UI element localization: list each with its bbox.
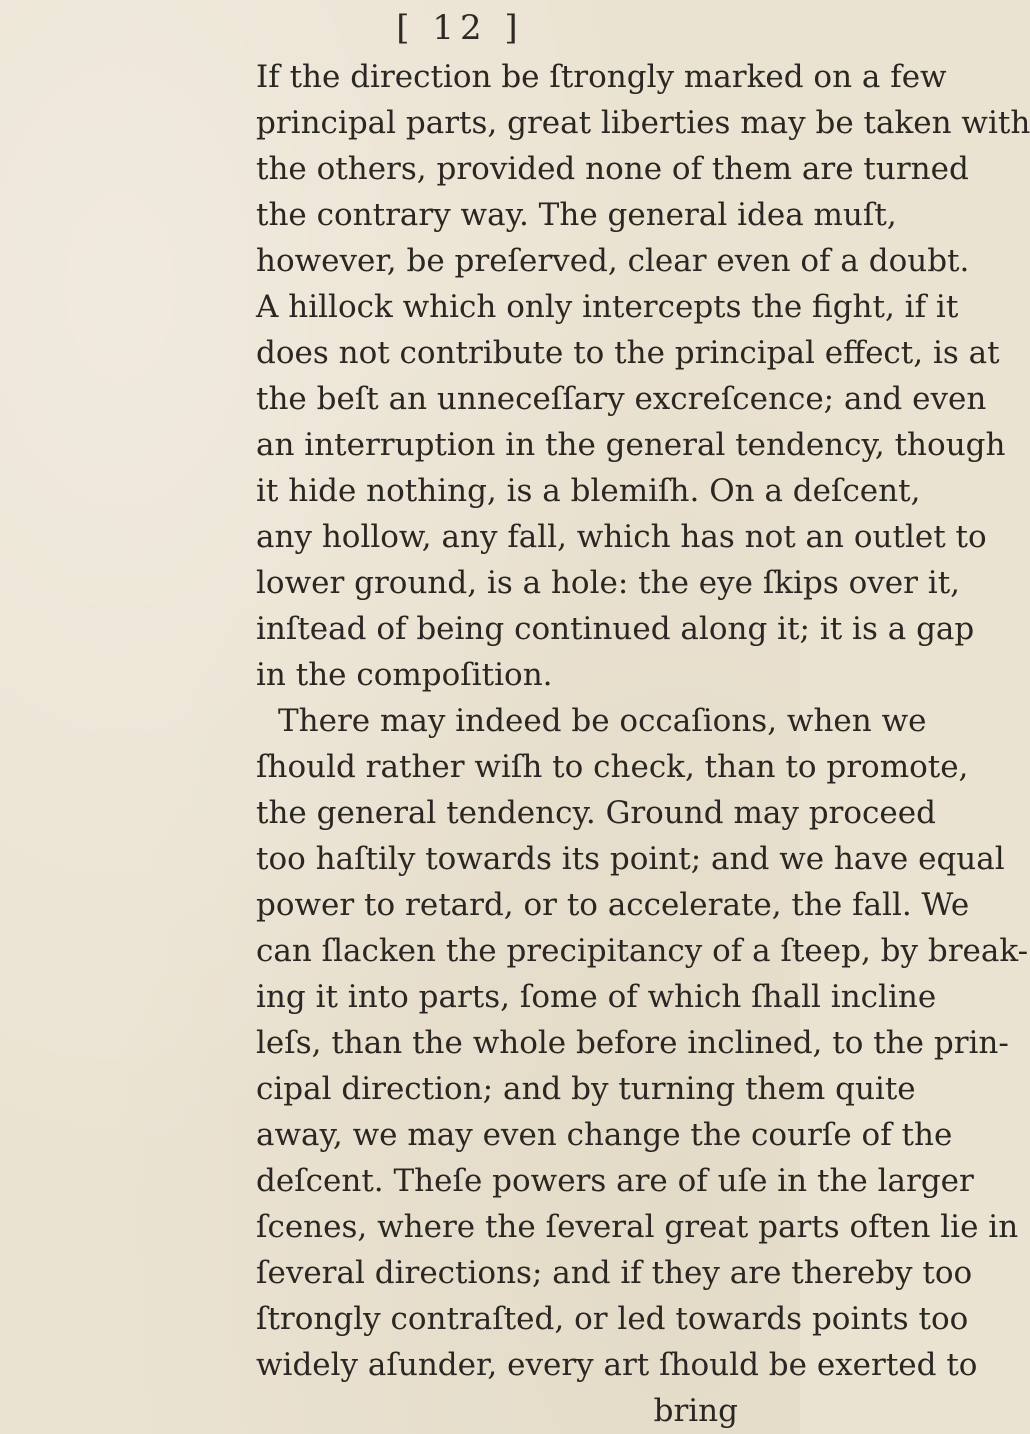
text-line: widely aſunder, every art ſhould be exerted to (256, 1347, 978, 1383)
text-line: too haſtily towards its point; and we have equal (256, 841, 1005, 877)
text-line: can ſlacken the precipitancy of a ſteep, by break- (256, 933, 1029, 969)
text-line: deſcent. Theſe powers are of uſe in the larger (256, 1163, 974, 1199)
text-line: ing it into parts, ſome of which ſhall incline (256, 979, 937, 1015)
text-line: If the direction be ſtrongly marked on a few (256, 59, 947, 95)
text-line: it hide nothing, is a blemiſh. On a deſcent, (256, 473, 921, 509)
text-line: principal parts, great liberties may be taken with (256, 105, 1030, 141)
text-line: ſtrongly contraſted, or led towards points too (256, 1301, 969, 1337)
text-line: any hollow, any fall, which has not an outlet to (256, 519, 987, 555)
text-line: does not contribute to the principal effect, is at (256, 335, 1000, 371)
text-line: ſcenes, where the ſeveral great parts often lie in (256, 1209, 1019, 1245)
text-line: inſtead of being continued along it; it is a gap (256, 611, 975, 647)
text-line: leſs, than the whole before inclined, to the prin- (256, 1025, 1009, 1061)
text-line: ſeveral directions; and if they are thereby too (256, 1255, 973, 1291)
text-line: an interruption in the general tendency, though (256, 427, 1006, 463)
text-line: lower ground, is a hole: the eye ſkips over it, (256, 565, 961, 601)
text-line: ſhould rather wiſh to check, than to promote, (256, 749, 969, 785)
text-line: cipal direction; and by turning them quite (256, 1071, 916, 1107)
paragraph-start-line: There may indeed be occaſions, when we (278, 703, 927, 739)
catchword: bring (653, 1393, 738, 1429)
text-line: the contrary way. The general idea muſt, (256, 197, 897, 233)
text-line: in the compoſition. (256, 657, 553, 693)
text-line: A hillock which only intercepts the fight, if it (256, 289, 959, 325)
text-line: away, we may even change the courſe of the (256, 1117, 953, 1153)
text-line: the general tendency. Ground may proceed (256, 795, 936, 831)
page-number: [ 12 ] (396, 8, 524, 48)
body-text (256, 54, 1030, 1434)
text-line: the beſt an unneceſſary excreſcence; and even (256, 381, 987, 417)
text-line: however, be preſerved, clear even of a doubt. (256, 243, 970, 279)
text-line: the others, provided none of them are turned (256, 151, 969, 187)
text-line: power to retard, or to accelerate, the fall. We (256, 887, 970, 923)
